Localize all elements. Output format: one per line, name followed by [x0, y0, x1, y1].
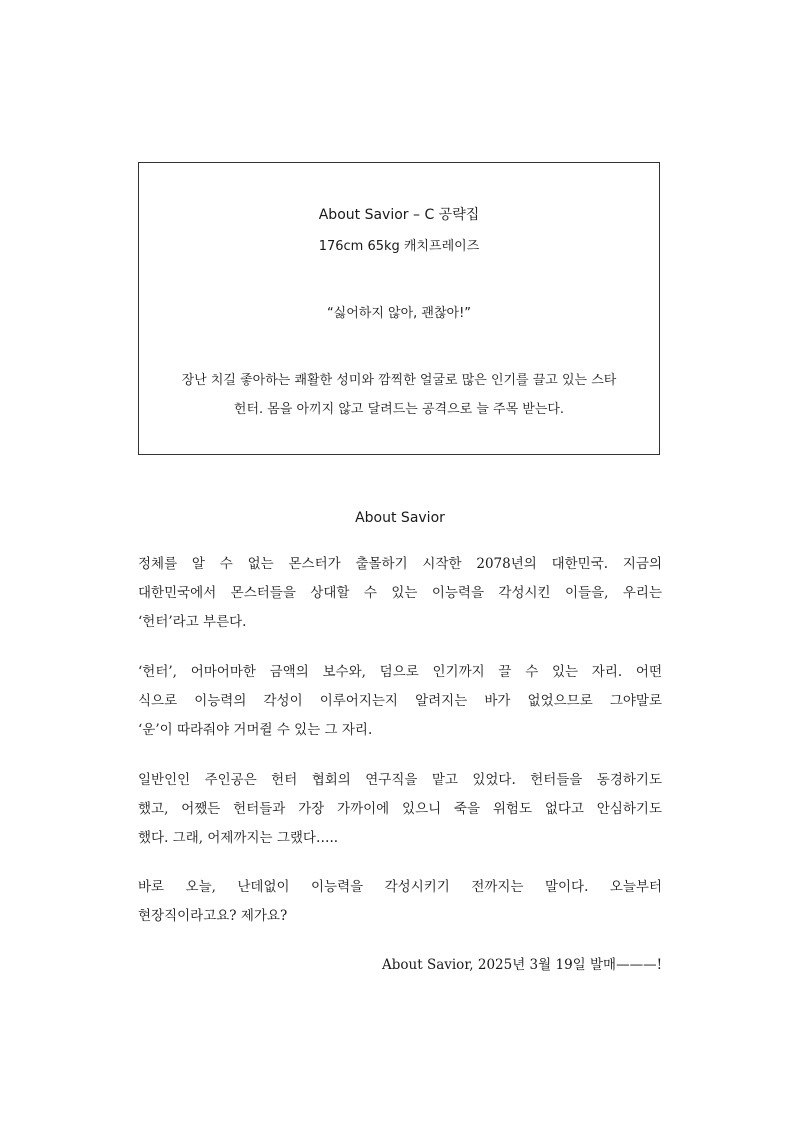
- story-paragraph-2: [138, 658, 662, 745]
- story-line: ‘헌터’라고 부른다.: [138, 614, 247, 630]
- profile-stats: 176cm 65kg 캐치프레이즈: [318, 239, 480, 254]
- story-paragraph-4: [138, 873, 662, 931]
- profile-description-line: 헌터. 몸을 아끼지 않고 달려드는 공격으로 늘 주목 받는다.: [233, 402, 565, 417]
- story-paragraph-1: [138, 550, 662, 637]
- story-line: 식으로 이능력의 각성이 이루어지는지 알려지는 바가 없었으므로 그야말로: [138, 693, 662, 709]
- profile-box: [138, 162, 660, 455]
- story-line: 정체를 알 수 없는 몬스터가 출몰하기 시작한 2078년의 대한민국. 지금의: [138, 556, 662, 572]
- profile-description: [139, 366, 659, 424]
- story-line: 했다. 그래, 어제까지는 그랬다…..: [138, 830, 339, 846]
- story-line: 현장직이라고요? 제가요?: [138, 908, 288, 924]
- story-line: 했고, 어쨌든 헌터들과 가장 가까이에 있으니 죽을 위험도 없다고 안심하기도: [138, 801, 662, 817]
- story-paragraph-3: [138, 766, 662, 853]
- story-line: ‘헌터’, 어마어마한 금액의 보수와, 덤으로 인기까지 끌 수 있는 자리. 어떤: [138, 664, 662, 680]
- story-line: 대한민국에서 몬스터들을 상대할 수 있는 이능력을 각성시킨 이들을, 우리는: [138, 585, 662, 601]
- profile-quote: “싫어하지 않아, 괜찮아!”: [326, 306, 472, 321]
- profile-title: About Savior – C 공략집: [318, 207, 480, 223]
- release-date-line: About Savior, 2025년 3월 19일 발매———!: [382, 957, 662, 973]
- story-line: 일반인인 주인공은 헌터 협회의 연구직을 맡고 있었다. 헌터들을 동경하기도: [138, 772, 662, 788]
- story-line: ‘운’이 따라줘야 거머쥘 수 있는 그 자리.: [138, 722, 373, 738]
- profile-description-line: 장난 치길 좋아하는 쾌활한 성미와 깜찍한 얼굴로 많은 인기를 끌고 있는 스타: [181, 373, 617, 388]
- story-line: 바로 오늘, 난데없이 이능력을 각성시키기 전까지는 말이다. 오늘부터: [138, 879, 662, 895]
- section-title: About Savior: [355, 510, 445, 526]
